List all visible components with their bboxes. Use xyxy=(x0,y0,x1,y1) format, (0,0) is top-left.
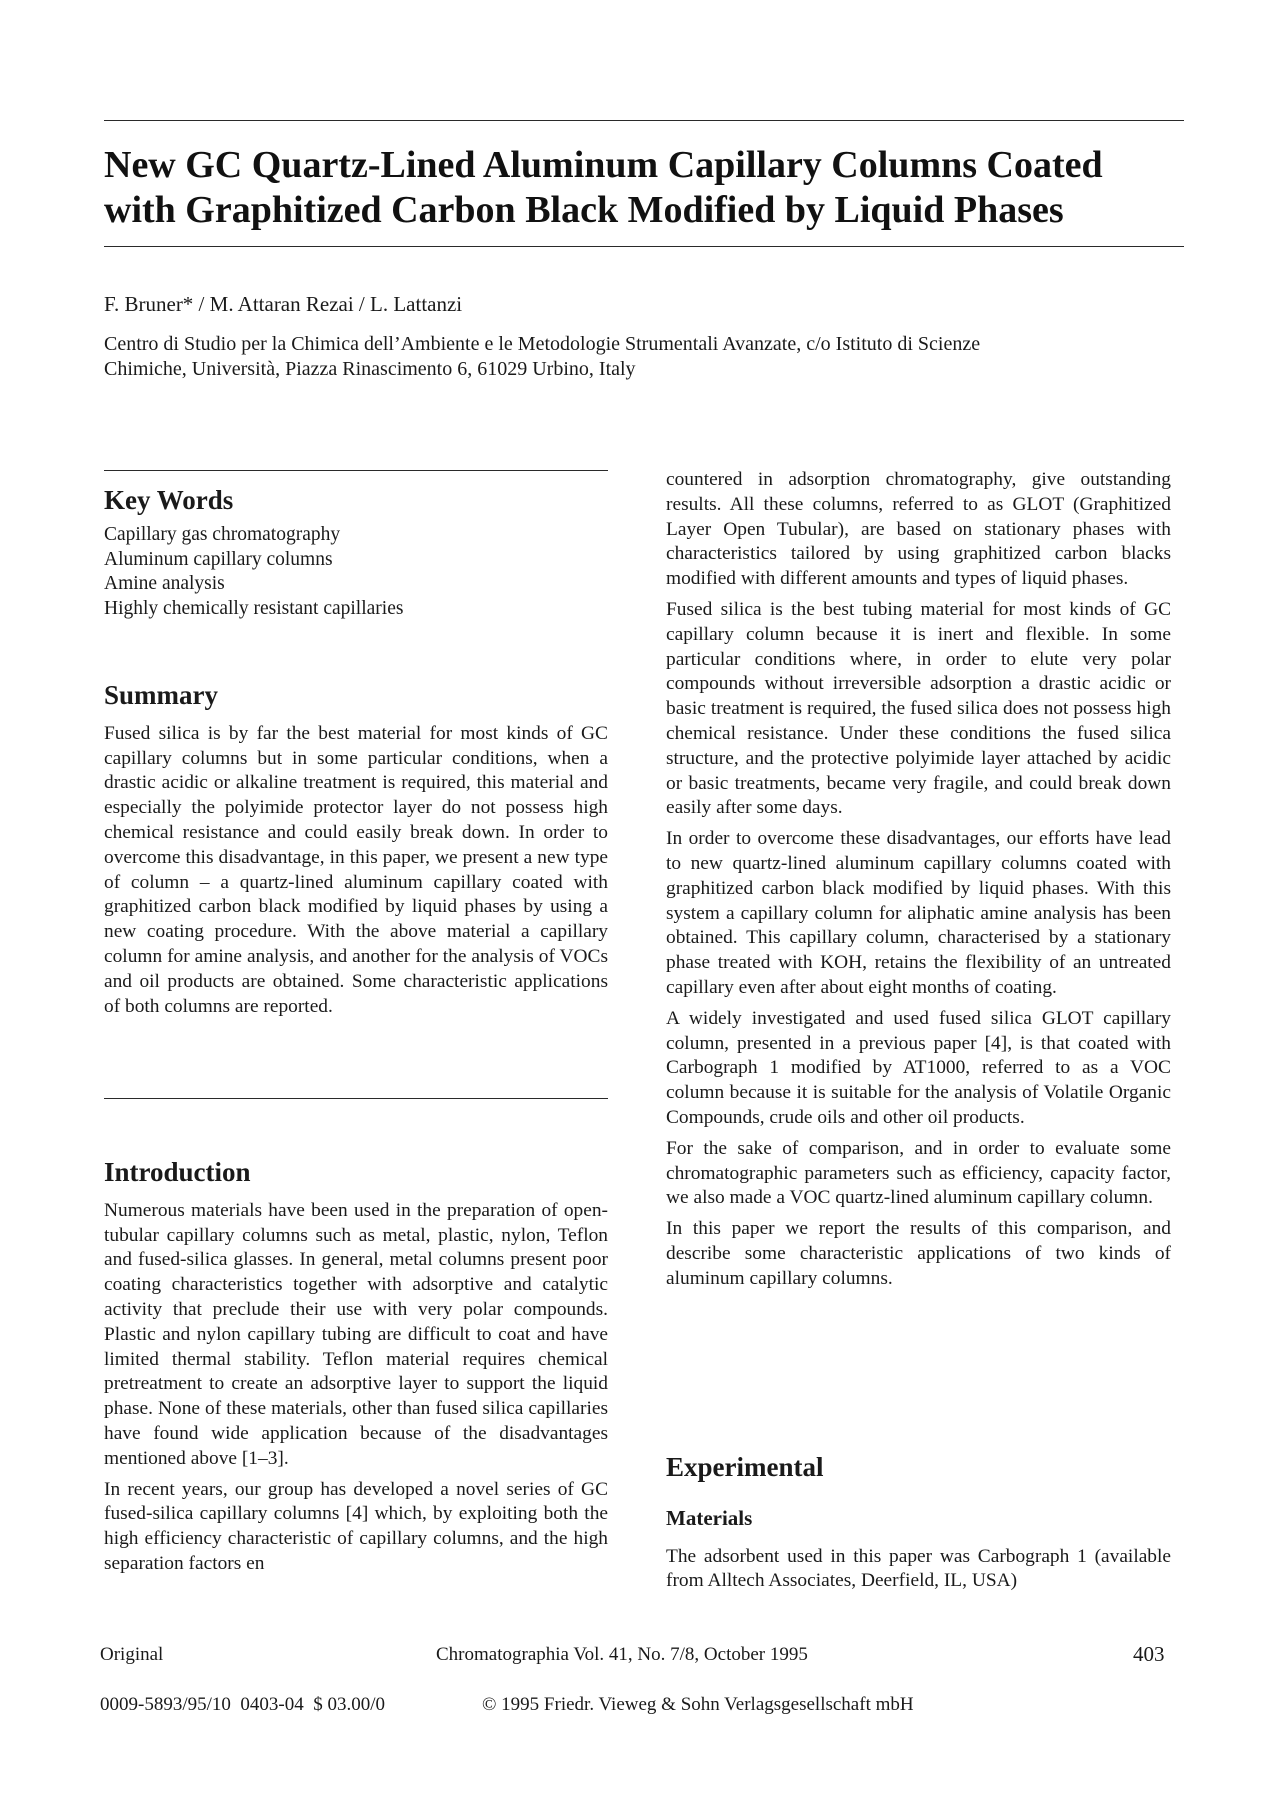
summary-end-rule xyxy=(104,1098,608,1099)
introduction-heading: Introduction xyxy=(104,1157,251,1187)
keyword-item: Highly chemically resistant capillaries xyxy=(104,598,404,620)
copyright: © 1995 Friedr. Vieweg & Sohn Verlagsgesellschaft mbH xyxy=(482,1694,914,1715)
keyword-item: Aluminum capillary columns xyxy=(104,548,333,570)
experimental-heading: Experimental xyxy=(666,1452,824,1482)
summary-heading: Summary xyxy=(104,680,218,710)
keywords-section xyxy=(104,485,608,622)
affiliation xyxy=(104,332,1134,382)
page-number: 403 xyxy=(1133,1642,1165,1666)
article-code: 0009-5893/95/10 0403-04 $ 03.00/0 xyxy=(100,1694,385,1715)
title-top-rule xyxy=(104,120,1184,121)
summary-text: Fused silica is by far the best material for most kinds of GC capillary columns but in some particular conditions, when a drastic acidic or alkaline treatment is required, this material and especially the polyimide protector layer do not possess high chemical resistance and could easily break down. In order to overcome this disadvantage, in this paper, we present a new type of column – a quartz-lined aluminum capillary coated with graphitized carbon black modified by liquid phases by using a new coating procedure. With the above material a capillary column for amine analysis, and another for the analysis of VOCs and oil products are obtained. Some characteristic applications of both columns are reported. xyxy=(104,722,608,1017)
right-column xyxy=(666,468,1171,1298)
authors: F. Bruner* / M. Attaran Rezai / L. Lattanzi xyxy=(104,292,463,316)
keyword-item: Capillary gas chromatography xyxy=(104,523,341,545)
keywords-rule xyxy=(104,470,608,471)
materials-subheading: Materials xyxy=(666,1505,753,1530)
body-paragraph: In order to overcome these disadvantages, our efforts have lead to new quartz-lined aluminum capillary columns coated with graphitized carbon black modified by liquid phases. With this system a capillary column for aliphatic amine analysis has been obtained. This capillary column, characterised by a stationary phase treated with KOH, retains the flexibility of an untreated capillary even after about eight months of coating. xyxy=(666,828,1171,998)
experimental-section xyxy=(666,1452,1171,1600)
body-paragraph: In this paper we report the results of this comparison, and describe some characteristic applications of two kinds of aluminum capillary columns. xyxy=(666,1218,1171,1289)
title-bottom-rule xyxy=(104,246,1184,247)
body-paragraph: Fused silica is the best tubing material for most kinds of GC capillary column because it is inert and flexible. In some particular conditions where, in order to elute very polar compounds without irreversible adsorption a drastic acidic or basic treatment is required, the fused silica does not possess high chemical resistance. Under these conditions the fused silica structure, and the protective polyimide layer attached by acidic or basic treatments, became very fragile, and could break down easily after some days. xyxy=(666,598,1171,819)
summary-section xyxy=(104,680,608,1025)
introduction-paragraph-1: Numerous materials have been used in the preparation of open-tubular capillary columns such as metal, plastic, nylon, Teflon and fused-silica glasses. In general, metal columns present poor coating characteristics together with adsorptive and catalytic activity that preclude their use with very polar compounds. Plastic and nylon capillary tubing are difficult to coat and have limited thermal stability. Teflon material requires chemical pretreatment to create an adsorptive layer to support the liquid phase. None of these materials, other than fused silica capillaries have found wide application because of the disadvantages mentioned above [1–3]. xyxy=(104,1199,608,1469)
introduction-paragraph-2: In recent years, our group has developed a novel series of GC fused-silica capillary columns [4] which, by exploiting both the high efficiency characteristic of capillary columns, and the high separation factors en xyxy=(104,1478,608,1574)
journal-citation: Chromatographia Vol. 41, No. 7/8, October 1995 xyxy=(436,1644,808,1665)
keywords-list xyxy=(104,523,608,622)
affiliation-line-1: Centro di Studio per la Chimica dell’Ambiente e le Metodologie Strumentali Avanzate, c/o Istituto di Scienze xyxy=(104,333,981,355)
title-line-1: New GC Quartz-Lined Aluminum Capillary Columns Coated xyxy=(104,144,1103,186)
title-line-2: with Graphitized Carbon Black Modified by Liquid Phases xyxy=(104,189,1064,231)
body-paragraph: For the sake of comparison, and in order to evaluate some chromatographic parameters such as efficiency, capacity factor, we also made a VOC quartz-lined aluminum capillary column. xyxy=(666,1137,1171,1209)
body-paragraph: A widely investigated and used fused silica GLOT capillary column, presented in a previous paper [4], is that coated with Carbograph 1 modified by AT1000, referred to as a VOC column because it is suitable for the analysis of Volatile Organic Compounds, crude oils and other oil products. xyxy=(666,1007,1171,1128)
affiliation-line-2: Chimiche, Università, Piazza Rinascimento 6, 61029 Urbino, Italy xyxy=(104,358,636,380)
keyword-item: Amine analysis xyxy=(104,573,225,595)
introduction-section xyxy=(104,1157,608,1583)
body-paragraph: countered in adsorption chromatography, give outstanding results. All these columns, referred to as GLOT (Graphitized Layer Open Tubular), are based on stationary phases with characteristics tailored by using graphitized carbon blacks modified with different amounts and types of liquid phases. xyxy=(666,469,1171,590)
article-title xyxy=(104,143,1184,233)
materials-text: The adsorbent used in this paper was Carbograph 1 (available from Alltech Associates, Deerfield, IL, USA) xyxy=(666,1545,1171,1592)
keywords-heading: Key Words xyxy=(104,485,234,515)
article-type: Original xyxy=(100,1644,164,1665)
